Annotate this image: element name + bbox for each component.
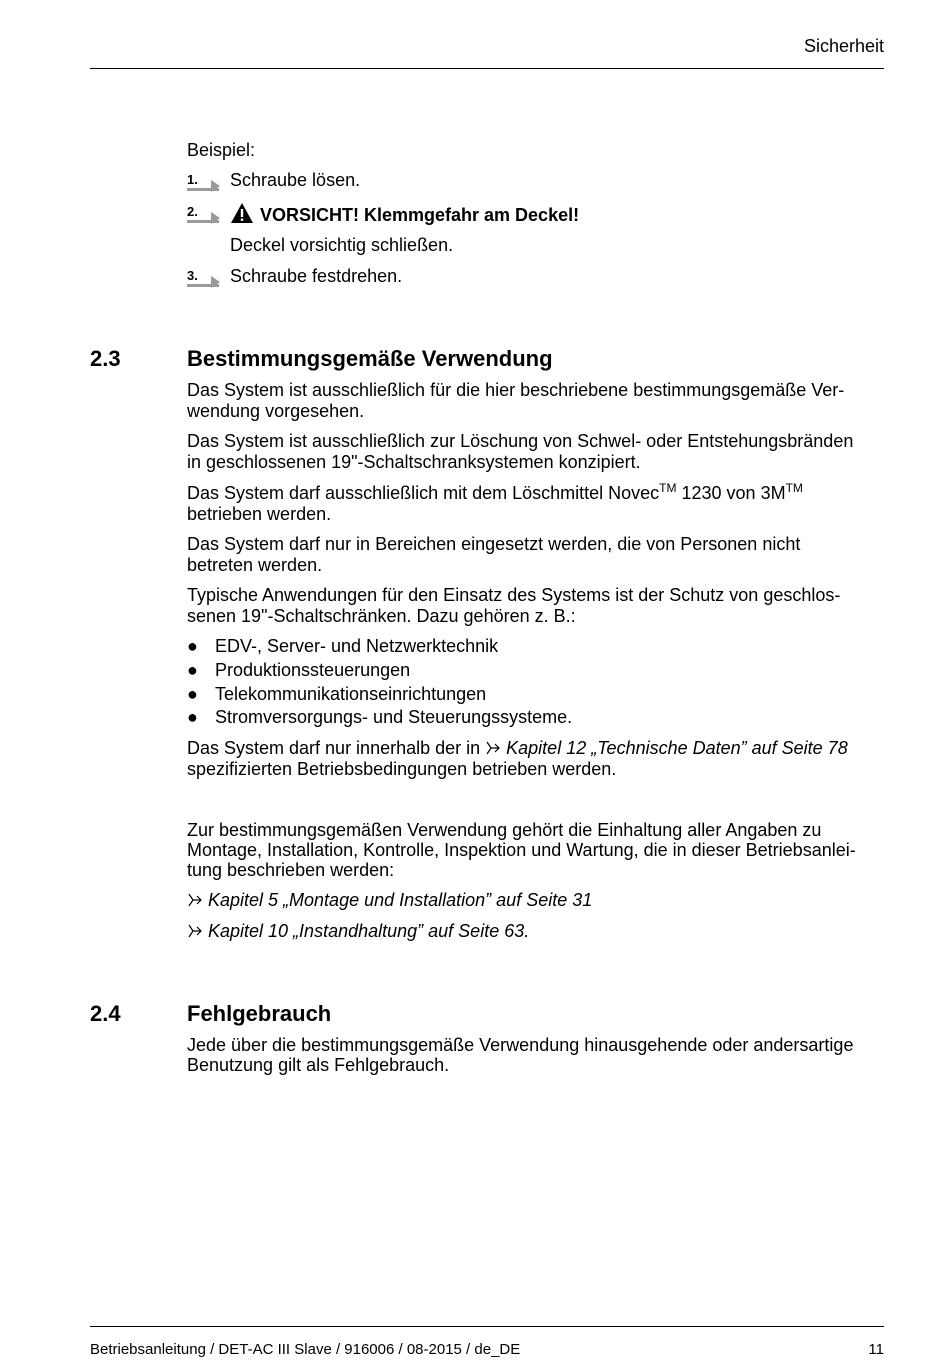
cross-reference-link[interactable]: Kapitel 12 „Technische Daten” auf Seite 78 [506,738,848,758]
footer-rule [90,1326,884,1327]
paragraph-line: Montage, Installation, Kontrolle, Inspektion und Wartung, die in dieser Betriebsanlei- [187,840,856,860]
paragraph-line: betrieben werden. [187,504,332,524]
cross-reference-icon [187,923,203,939]
bullet-dot: ● [187,636,198,656]
paragraph-line: Das System ist ausschließlich zur Löschung von Schwel- oder Entstehungsbränden [187,431,854,451]
step-number: 1. [187,172,198,187]
section-title: Bestimmungsgemäße Verwendung [187,346,553,371]
cross-reference-link[interactable]: Kapitel 5 „Montage und Installation” auf Seite 31 [208,890,593,910]
list-item: Stromversorgungs- und Steuerungssysteme. [215,707,573,727]
paragraph-line: Typische Anwendungen für den Einsatz des Systems ist der Schutz von geschlos- [187,585,841,605]
paragraph-line [187,738,848,759]
section-title: Fehlgebrauch [187,1001,332,1026]
step-text: Schraube lösen. [230,170,361,190]
text-span: Das System darf nur innerhalb der in [187,738,486,758]
bullet-dot: ● [187,660,198,680]
text-span: 1230 von 3M [676,483,786,503]
paragraph-line: spezifizierten Betriebsbedingungen betrieben werden. [187,759,617,779]
step-number: 2. [187,204,198,219]
step-text: Deckel vorsichtig schließen. [230,235,454,255]
paragraph-line: senen 19"-Schaltschränken. Dazu gehören z. B.: [187,606,576,626]
page-number: 11 [868,1341,884,1358]
paragraph-line: Benutzung gilt als Fehlgebrauch. [187,1055,450,1075]
cross-reference-link[interactable]: Kapitel 10 „Instandhaltung” auf Seite 63. [208,921,530,941]
warning-text: VORSICHT! Klemmgefahr am Deckel! [260,205,580,225]
paragraph-line: Zur bestimmungsgemäßen Verwendung gehört die Einhaltung aller Angaben zu [187,820,822,840]
list-item: Telekommunikationseinrichtungen [215,684,487,704]
cross-reference-icon [187,892,203,908]
step-number: 3. [187,268,198,283]
paragraph-line: wendung vorgesehen. [187,401,365,421]
section-number: 2.4 [90,1001,121,1026]
bullet-dot: ● [187,707,198,727]
step-arrow-icon [211,212,220,224]
footer-document-info: Betriebsanleitung / DET-AC III Slave / 916006 / 08-2015 / de_DE [90,1341,521,1358]
paragraph-line: in geschlossenen 19"-Schaltschranksystemen konzipiert. [187,452,641,472]
step-arrow-icon [211,276,220,288]
paragraph-line: tung beschrieben werden: [187,860,395,880]
cross-reference-icon [485,740,501,756]
warning-triangle-icon [230,202,254,224]
paragraph-line: Das System darf nur in Bereichen eingesetzt werden, die von Personen nicht [187,534,801,554]
step-text: Schraube festdrehen. [230,266,403,286]
trademark-sup: TM [785,481,803,495]
text-span: Das System darf ausschließlich mit dem Löschmittel Novec [187,483,660,503]
bullet-dot: ● [187,684,198,704]
paragraph-line: Jede über die bestimmungsgemäße Verwendung hinausgehende oder andersartige [187,1035,854,1055]
trademark-sup: TM [659,481,677,495]
step-arrow-icon [211,180,220,192]
paragraph-line: betreten werden. [187,555,323,575]
paragraph-line: Das System ist ausschließlich für die hier beschriebene bestimmungsgemäße Ver- [187,380,845,400]
cross-reference-line [187,890,592,911]
list-item: Produktionssteuerungen [215,660,411,680]
list-item: EDV-, Server- und Netzwerktechnik [215,636,499,656]
warning-line [230,202,579,226]
page-header-title: Sicherheit [803,36,884,56]
paragraph-line [187,483,803,504]
section-number: 2.3 [90,346,121,371]
example-intro: Beispiel: [187,140,256,160]
header-rule [90,68,884,69]
cross-reference-line [187,921,529,942]
